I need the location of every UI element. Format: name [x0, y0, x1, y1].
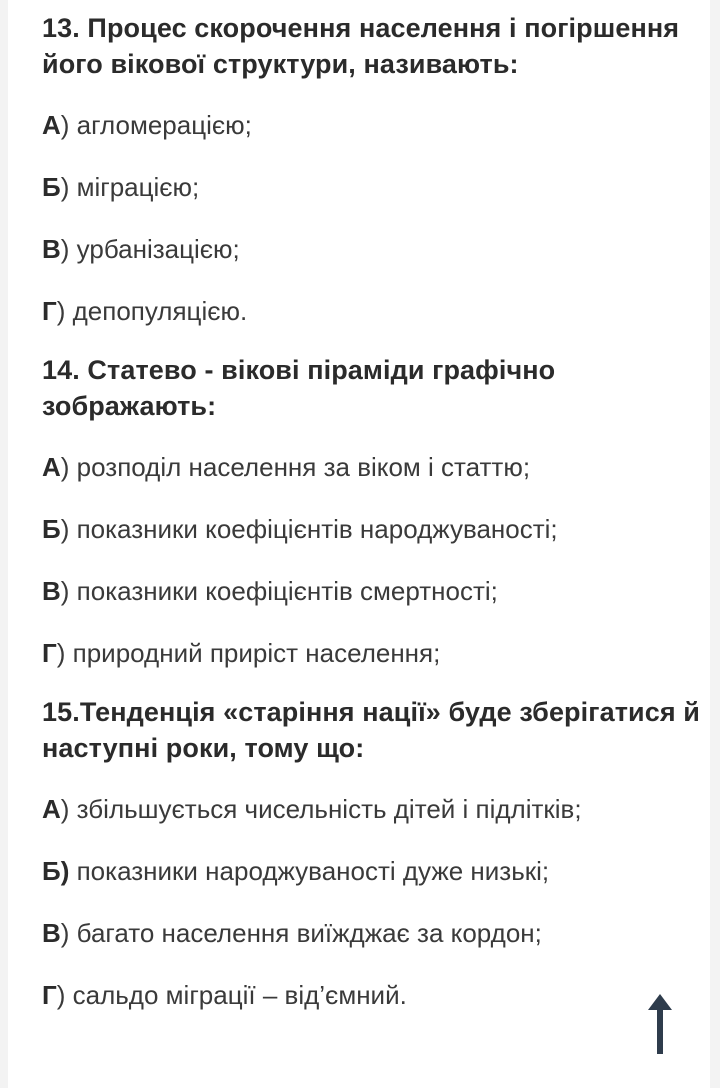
option-text: ) показники коефіцієнтів смертності; [60, 576, 498, 606]
question-15-option-b [42, 854, 710, 888]
option-text: ) урбанізацією; [60, 234, 240, 264]
option-letter: Г [42, 296, 57, 326]
question-15-options [42, 792, 710, 1012]
question-14-title: 14. Статево - вікові піраміди графічно зображають: [42, 355, 556, 421]
option-letter: А [42, 452, 61, 482]
question-13-option-v [42, 232, 710, 266]
question-15-title: 15.Тенденція «старіння нації» буде зберігатися й наступні роки, тому що: [42, 697, 701, 763]
option-letter: Г [42, 638, 57, 668]
question-13-options [42, 108, 710, 328]
question-14-options [42, 450, 710, 670]
option-text: ) багато населення виїжджає за кордон; [60, 918, 542, 948]
question-15-option-h [42, 978, 710, 1012]
question-14-option-v [42, 574, 710, 608]
question-13-option-h [42, 294, 710, 328]
option-letter: Г [42, 980, 57, 1010]
option-text: ) депопуляцією. [56, 296, 248, 326]
option-text: ) природний приріст населення; [56, 638, 441, 668]
quiz-page [8, 0, 710, 1088]
question-13-option-b [42, 170, 710, 204]
option-text: ) міграцією; [60, 172, 200, 202]
option-text: ) збільшується чисельність дітей і підлітків; [60, 794, 582, 824]
question-14-option-h [42, 636, 710, 670]
arrow-up-icon [640, 990, 680, 1060]
option-letter: А [42, 110, 61, 140]
question-15-option-a [42, 792, 710, 826]
option-text: ) розподіл населення за віком і статтю; [60, 452, 531, 482]
option-text: ) сальдо міграції – від’ємний. [56, 980, 407, 1010]
option-letter: Б [42, 514, 61, 544]
option-letter: В [42, 234, 61, 264]
question-13-option-a [42, 108, 710, 142]
option-letter: Б [42, 172, 61, 202]
question-15-option-v [42, 916, 710, 950]
option-text: ) показники коефіцієнтів народжуваності; [60, 514, 558, 544]
option-letter: А [42, 794, 61, 824]
option-text: ) агломерацією; [60, 110, 252, 140]
option-letter: В [42, 918, 61, 948]
option-letter: Б) [42, 856, 70, 886]
question-14-option-a [42, 450, 710, 484]
scroll-to-top-button[interactable] [640, 990, 680, 1060]
question-13-title: 13. Процес скорочення населення і погіршення його вікової структури, називають: [42, 13, 680, 79]
option-letter: В [42, 576, 61, 606]
question-14-option-b [42, 512, 710, 546]
option-text: показники народжуваності дуже низькі; [69, 856, 550, 886]
